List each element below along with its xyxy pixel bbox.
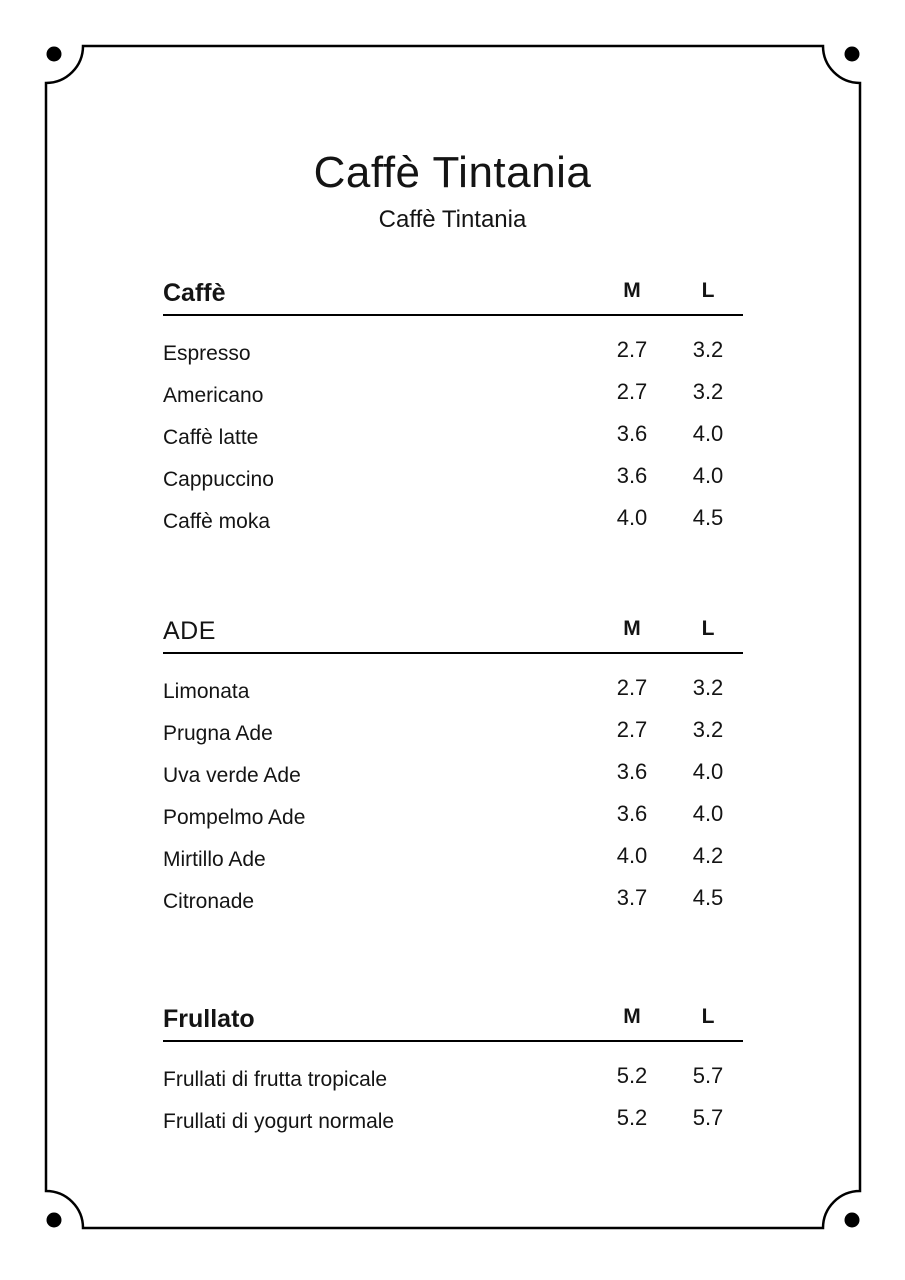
menu-item-name: Espresso (163, 342, 251, 365)
size-column-header-m: M (623, 279, 641, 302)
page-title: Caffè Tintania (313, 148, 592, 197)
menu-item-price-l: 3.2 (692, 379, 724, 404)
menu-item-row (163, 880, 743, 922)
menu-item-name: Citronade (163, 890, 255, 913)
menu-item-price-m: 2.7 (616, 337, 648, 362)
corner-dot-bottom-right (845, 1213, 860, 1228)
menu-item-name: Americano (163, 384, 264, 407)
menu-item-price-m: 3.6 (616, 759, 648, 784)
menu-item-price-l: 5.7 (692, 1105, 724, 1130)
menu-item-row (163, 374, 743, 416)
menu-item-price-l: 4.0 (692, 759, 724, 784)
section-items (163, 654, 743, 922)
corner-dot-bottom-left (47, 1213, 62, 1228)
menu-item-price-l: 4.0 (692, 421, 724, 446)
menu-item-name: Cappuccino (163, 468, 274, 491)
menu-item-price-m: 3.6 (616, 421, 648, 446)
menu-item-row (163, 670, 743, 712)
title-block (0, 148, 905, 234)
menu-item-price-m: 2.7 (616, 717, 648, 742)
menu-section (163, 1002, 743, 1142)
section-items (163, 316, 743, 542)
menu-item-name: Mirtillo Ade (163, 848, 266, 871)
menu-item-row (163, 838, 743, 880)
menu-item-row (163, 416, 743, 458)
menu-item-price-l: 4.2 (692, 843, 724, 868)
menu-item-row (163, 1100, 743, 1142)
menu-item-price-m: 3.6 (616, 801, 648, 826)
menu-item-row (163, 754, 743, 796)
menu-item-row (163, 500, 743, 542)
section-header (163, 614, 743, 654)
menu-item-price-l: 4.0 (692, 463, 724, 488)
menu-item-row (163, 796, 743, 838)
menu-item-name: Pompelmo Ade (163, 806, 306, 829)
section-title: ADE (163, 617, 216, 645)
section-items (163, 1042, 743, 1142)
menu-item-name: Uva verde Ade (163, 764, 301, 787)
menu-item-price-m: 4.0 (616, 843, 648, 868)
menu-item-row (163, 712, 743, 754)
menu-item-name: Limonata (163, 680, 250, 703)
menu-item-price-l: 3.2 (692, 717, 724, 742)
menu-item-row (163, 332, 743, 374)
menu-item-price-l: 3.2 (692, 675, 724, 700)
menu-item-price-m: 4.0 (616, 505, 648, 530)
corner-dot-top-left (47, 47, 62, 62)
menu-section (163, 614, 743, 922)
menu-item-name: Frullati di yogurt normale (163, 1110, 395, 1133)
menu-item-price-l: 3.2 (692, 337, 724, 362)
menu-item-price-m: 3.6 (616, 463, 648, 488)
menu-item-price-m: 5.2 (616, 1105, 648, 1130)
section-title: Caffè (163, 279, 226, 307)
menu-section (163, 276, 743, 542)
menu-item-name: Caffè latte (163, 426, 259, 449)
size-column-header-m: M (623, 617, 641, 640)
menu-item-name: Prugna Ade (163, 722, 273, 745)
menu-item-name: Frullati di frutta tropicale (163, 1068, 388, 1091)
section-title: Frullato (163, 1005, 255, 1033)
menu-item-price-l: 4.5 (692, 505, 724, 530)
menu-item-row (163, 458, 743, 500)
size-column-header-m: M (623, 1005, 641, 1028)
menu-item-price-m: 5.2 (616, 1063, 648, 1088)
menu-item-price-m: 2.7 (616, 675, 648, 700)
menu-item-price-m: 3.7 (616, 885, 648, 910)
menu-item-price-l: 4.0 (692, 801, 724, 826)
menu-item-row (163, 1058, 743, 1100)
menu-item-price-l: 4.5 (692, 885, 724, 910)
page-subtitle: Caffè Tintania (378, 205, 527, 233)
menu-item-name: Caffè moka (163, 510, 270, 533)
menu-item-price-m: 2.7 (616, 379, 648, 404)
corner-dot-top-right (845, 47, 860, 62)
size-column-header-l: L (701, 1005, 715, 1028)
section-header (163, 276, 743, 316)
section-header (163, 1002, 743, 1042)
size-column-header-l: L (701, 279, 715, 302)
size-column-header-l: L (701, 617, 715, 640)
menu-item-price-l: 5.7 (692, 1063, 724, 1088)
